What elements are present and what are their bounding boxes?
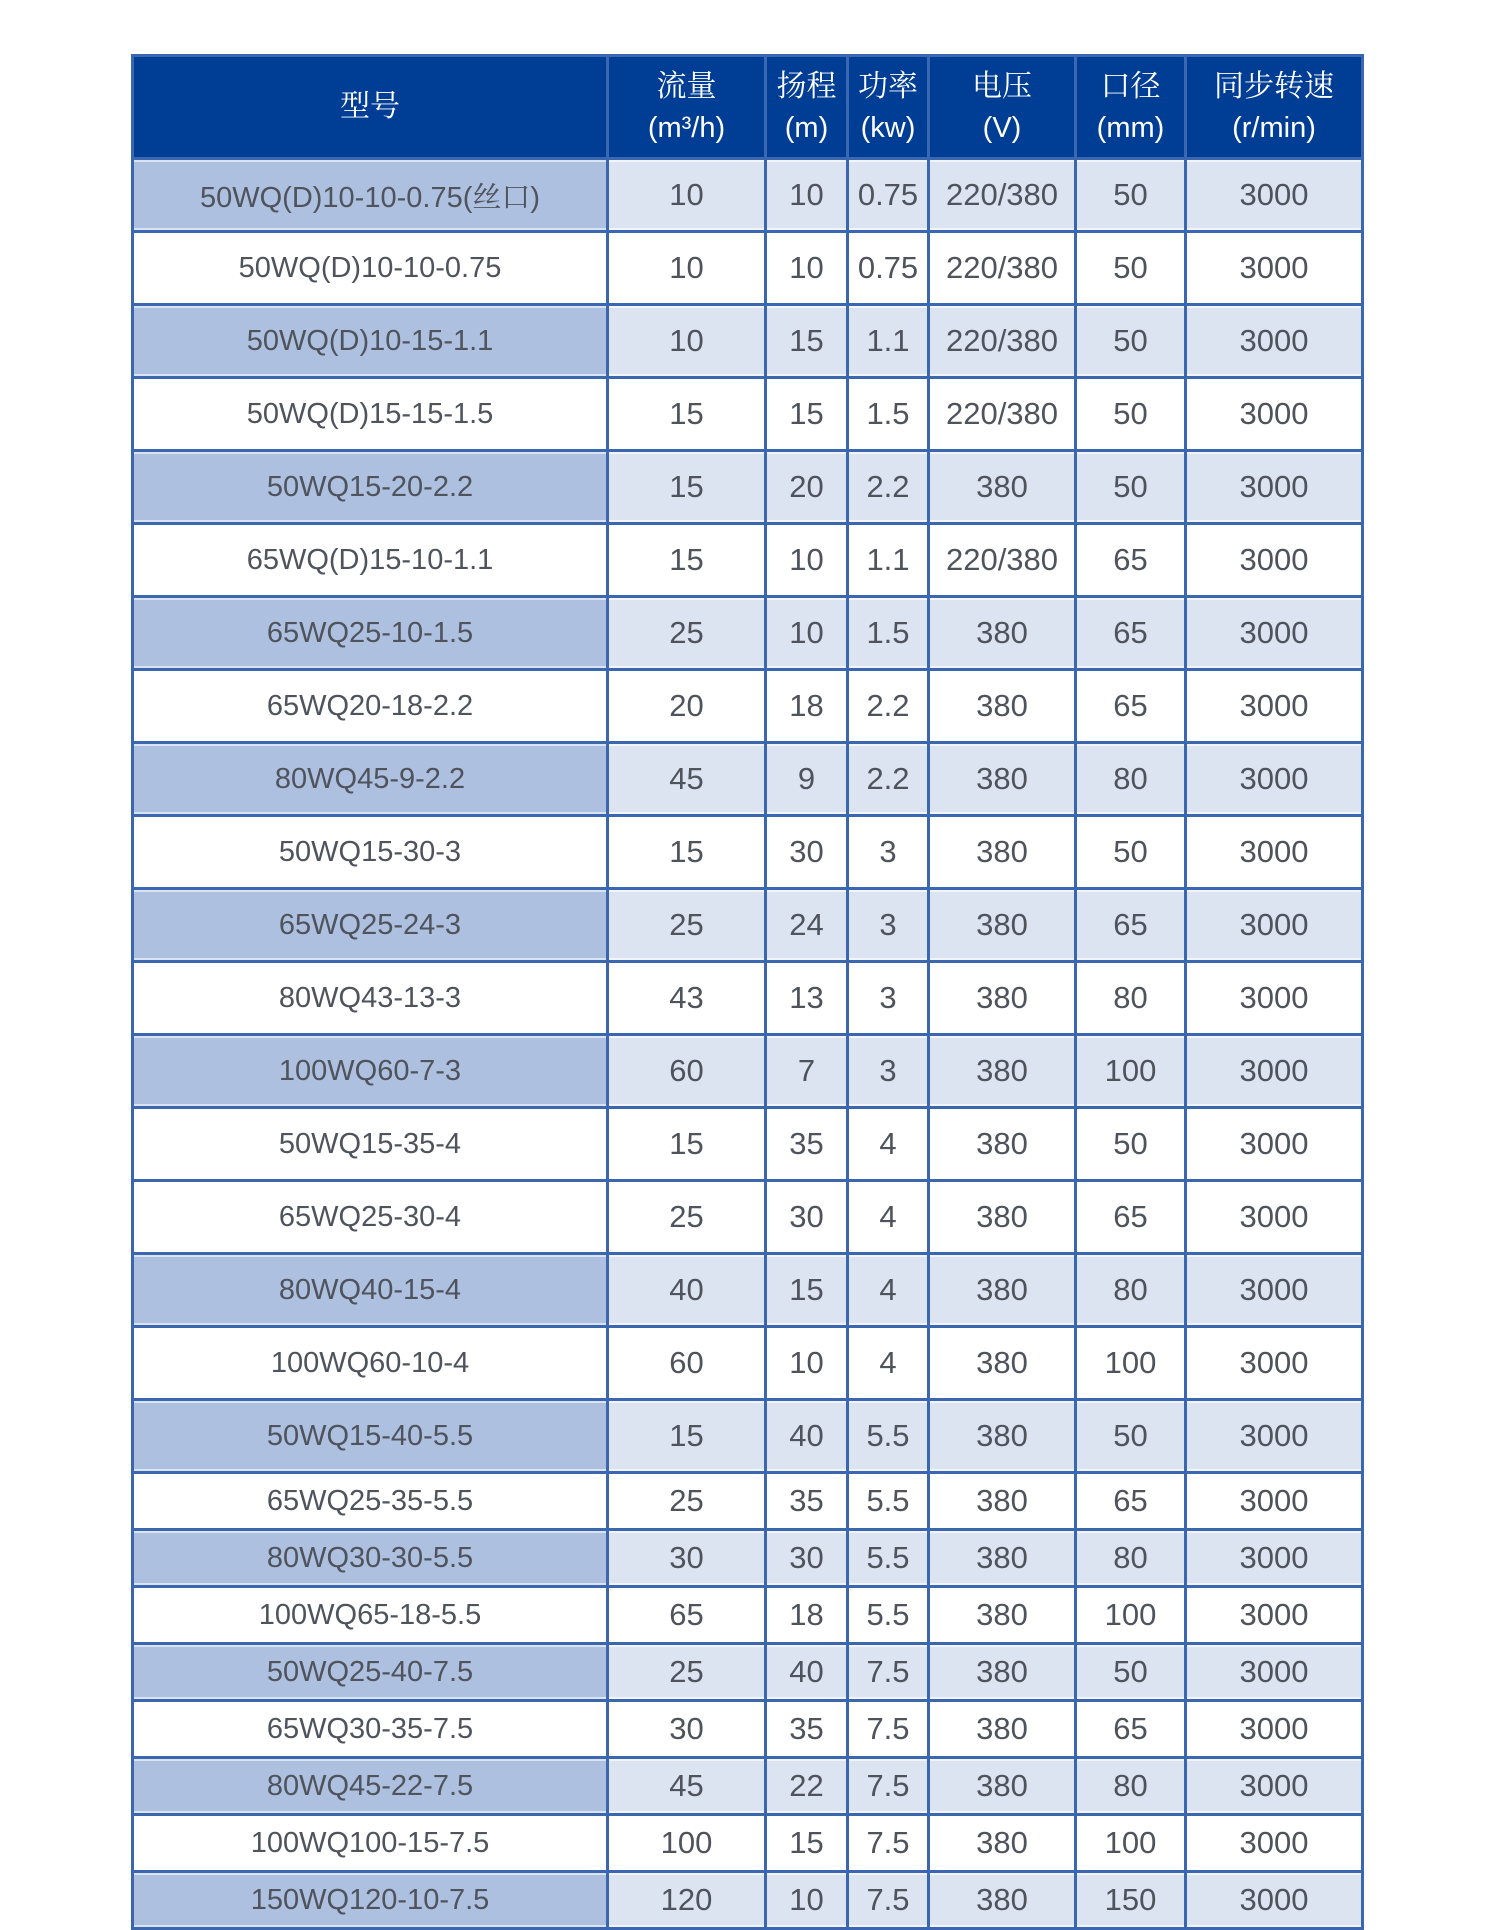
value-cell-speed: 3000 xyxy=(1186,378,1363,451)
value-cell-power: 7.5 xyxy=(848,1872,929,1929)
value-cell-bore: 50 xyxy=(1076,1108,1186,1181)
table-row xyxy=(133,378,1363,451)
value-cell-speed: 3000 xyxy=(1186,1035,1363,1108)
value-cell-bore: 80 xyxy=(1076,743,1186,816)
value-cell-bore: 50 xyxy=(1076,816,1186,889)
value-cell-flow: 30 xyxy=(608,1701,766,1758)
value-cell-power: 4 xyxy=(848,1327,929,1400)
value-cell-speed: 3000 xyxy=(1186,159,1363,232)
value-cell-flow: 45 xyxy=(608,1758,766,1815)
value-cell-voltage: 220/380 xyxy=(929,159,1076,232)
header-row xyxy=(133,56,1363,159)
value-cell-bore: 65 xyxy=(1076,670,1186,743)
value-cell-head: 15 xyxy=(766,1254,848,1327)
value-cell-head: 35 xyxy=(766,1108,848,1181)
value-cell-flow: 100 xyxy=(608,1815,766,1872)
value-cell-head: 10 xyxy=(766,597,848,670)
value-cell-bore: 50 xyxy=(1076,451,1186,524)
value-cell-flow: 15 xyxy=(608,816,766,889)
value-cell-flow: 25 xyxy=(608,1644,766,1701)
value-cell-voltage: 380 xyxy=(929,1181,1076,1254)
value-cell-flow: 45 xyxy=(608,743,766,816)
value-cell-bore: 50 xyxy=(1076,1644,1186,1701)
value-cell-flow: 65 xyxy=(608,1587,766,1644)
value-cell-speed: 3000 xyxy=(1186,597,1363,670)
model-cell: 80WQ45-22-7.5 xyxy=(133,1758,608,1815)
column-header-head xyxy=(766,56,848,159)
table-row xyxy=(133,1587,1363,1644)
value-cell-bore: 100 xyxy=(1076,1327,1186,1400)
value-cell-flow: 15 xyxy=(608,451,766,524)
model-cell: 65WQ25-30-4 xyxy=(133,1181,608,1254)
value-cell-flow: 43 xyxy=(608,962,766,1035)
pump-spec-table xyxy=(131,54,1364,1930)
table-row xyxy=(133,962,1363,1035)
value-cell-bore: 65 xyxy=(1076,1181,1186,1254)
value-cell-head: 30 xyxy=(766,816,848,889)
value-cell-bore: 80 xyxy=(1076,1530,1186,1587)
value-cell-power: 7.5 xyxy=(848,1701,929,1758)
value-cell-voltage: 380 xyxy=(929,451,1076,524)
value-cell-voltage: 220/380 xyxy=(929,305,1076,378)
value-cell-power: 0.75 xyxy=(848,232,929,305)
value-cell-speed: 3000 xyxy=(1186,524,1363,597)
value-cell-flow: 60 xyxy=(608,1327,766,1400)
value-cell-flow: 15 xyxy=(608,378,766,451)
value-cell-bore: 100 xyxy=(1076,1815,1186,1872)
value-cell-flow: 25 xyxy=(608,1473,766,1530)
value-cell-speed: 3000 xyxy=(1186,1254,1363,1327)
value-cell-bore: 80 xyxy=(1076,1254,1186,1327)
table-row xyxy=(133,1327,1363,1400)
value-cell-head: 13 xyxy=(766,962,848,1035)
value-cell-power: 0.75 xyxy=(848,159,929,232)
value-cell-head: 10 xyxy=(766,159,848,232)
value-cell-speed: 3000 xyxy=(1186,962,1363,1035)
model-cell: 65WQ25-24-3 xyxy=(133,889,608,962)
value-cell-bore: 65 xyxy=(1076,1701,1186,1758)
value-cell-power: 1.5 xyxy=(848,378,929,451)
table-row xyxy=(133,597,1363,670)
model-cell: 50WQ(D)10-10-0.75(丝口) xyxy=(133,159,608,232)
column-unit: (r/min) xyxy=(1232,111,1316,144)
value-cell-voltage: 380 xyxy=(929,1758,1076,1815)
value-cell-bore: 65 xyxy=(1076,889,1186,962)
value-cell-bore: 100 xyxy=(1076,1587,1186,1644)
table-row xyxy=(133,743,1363,816)
value-cell-bore: 50 xyxy=(1076,378,1186,451)
table-row xyxy=(133,1254,1363,1327)
value-cell-voltage: 380 xyxy=(929,816,1076,889)
value-cell-voltage: 380 xyxy=(929,670,1076,743)
value-cell-power: 5.5 xyxy=(848,1587,929,1644)
value-cell-speed: 3000 xyxy=(1186,1644,1363,1701)
value-cell-bore: 65 xyxy=(1076,597,1186,670)
value-cell-speed: 3000 xyxy=(1186,1473,1363,1530)
value-cell-power: 3 xyxy=(848,1035,929,1108)
model-cell: 65WQ30-35-7.5 xyxy=(133,1701,608,1758)
table-row xyxy=(133,1035,1363,1108)
value-cell-power: 2.2 xyxy=(848,670,929,743)
table-body xyxy=(133,159,1363,1929)
value-cell-speed: 3000 xyxy=(1186,305,1363,378)
value-cell-voltage: 380 xyxy=(929,1254,1076,1327)
table-row xyxy=(133,232,1363,305)
value-cell-head: 35 xyxy=(766,1701,848,1758)
value-cell-voltage: 380 xyxy=(929,889,1076,962)
value-cell-head: 18 xyxy=(766,670,848,743)
model-cell: 80WQ30-30-5.5 xyxy=(133,1530,608,1587)
value-cell-voltage: 380 xyxy=(929,1400,1076,1473)
value-cell-head: 10 xyxy=(766,232,848,305)
value-cell-speed: 3000 xyxy=(1186,1181,1363,1254)
value-cell-flow: 25 xyxy=(608,889,766,962)
table-row xyxy=(133,1473,1363,1530)
column-label: 功率 xyxy=(858,70,918,104)
value-cell-bore: 80 xyxy=(1076,962,1186,1035)
model-cell: 100WQ60-7-3 xyxy=(133,1035,608,1108)
value-cell-flow: 15 xyxy=(608,524,766,597)
value-cell-speed: 3000 xyxy=(1186,670,1363,743)
value-cell-voltage: 380 xyxy=(929,1035,1076,1108)
value-cell-voltage: 380 xyxy=(929,1701,1076,1758)
value-cell-head: 35 xyxy=(766,1473,848,1530)
value-cell-power: 1.1 xyxy=(848,524,929,597)
value-cell-head: 15 xyxy=(766,305,848,378)
table-row xyxy=(133,1400,1363,1473)
value-cell-power: 4 xyxy=(848,1181,929,1254)
value-cell-speed: 3000 xyxy=(1186,1872,1363,1929)
value-cell-flow: 15 xyxy=(608,1108,766,1181)
value-cell-power: 7.5 xyxy=(848,1815,929,1872)
value-cell-power: 3 xyxy=(848,889,929,962)
value-cell-voltage: 380 xyxy=(929,1644,1076,1701)
value-cell-power: 7.5 xyxy=(848,1644,929,1701)
value-cell-bore: 150 xyxy=(1076,1872,1186,1929)
model-cell: 150WQ120-10-7.5 xyxy=(133,1872,608,1929)
value-cell-bore: 50 xyxy=(1076,159,1186,232)
value-cell-head: 15 xyxy=(766,378,848,451)
column-unit: (mm) xyxy=(1096,111,1165,144)
value-cell-power: 3 xyxy=(848,962,929,1035)
table-row xyxy=(133,889,1363,962)
table-row xyxy=(133,1644,1363,1701)
model-cell: 50WQ15-30-3 xyxy=(133,816,608,889)
column-unit: (m) xyxy=(784,111,829,144)
model-cell: 100WQ100-15-7.5 xyxy=(133,1815,608,1872)
value-cell-head: 30 xyxy=(766,1530,848,1587)
table-row xyxy=(133,1758,1363,1815)
value-cell-head: 10 xyxy=(766,1327,848,1400)
column-label: 电压 xyxy=(972,70,1032,104)
model-cell: 65WQ25-10-1.5 xyxy=(133,597,608,670)
value-cell-flow: 120 xyxy=(608,1872,766,1929)
value-cell-power: 7.5 xyxy=(848,1758,929,1815)
column-unit: (kw) xyxy=(860,111,916,144)
value-cell-speed: 3000 xyxy=(1186,743,1363,816)
value-cell-speed: 3000 xyxy=(1186,1530,1363,1587)
value-cell-flow: 15 xyxy=(608,1400,766,1473)
column-header-power xyxy=(848,56,929,159)
value-cell-flow: 10 xyxy=(608,232,766,305)
value-cell-bore: 50 xyxy=(1076,232,1186,305)
column-label: 扬程 xyxy=(776,70,837,104)
value-cell-voltage: 380 xyxy=(929,1530,1076,1587)
column-unit: (V) xyxy=(982,111,1022,144)
value-cell-speed: 3000 xyxy=(1186,451,1363,524)
value-cell-flow: 25 xyxy=(608,597,766,670)
value-cell-speed: 3000 xyxy=(1186,1701,1363,1758)
value-cell-voltage: 380 xyxy=(929,962,1076,1035)
value-cell-voltage: 380 xyxy=(929,1587,1076,1644)
table-row xyxy=(133,670,1363,743)
value-cell-bore: 80 xyxy=(1076,1758,1186,1815)
value-cell-speed: 3000 xyxy=(1186,1327,1363,1400)
value-cell-head: 40 xyxy=(766,1400,848,1473)
column-unit: (m³/h) xyxy=(647,111,726,144)
table-row xyxy=(133,524,1363,597)
value-cell-power: 5.5 xyxy=(848,1473,929,1530)
value-cell-head: 22 xyxy=(766,1758,848,1815)
model-cell: 50WQ25-40-7.5 xyxy=(133,1644,608,1701)
model-cell: 50WQ15-20-2.2 xyxy=(133,451,608,524)
model-cell: 50WQ(D)10-15-1.1 xyxy=(133,305,608,378)
value-cell-voltage: 380 xyxy=(929,1815,1076,1872)
value-cell-voltage: 380 xyxy=(929,1108,1076,1181)
value-cell-head: 9 xyxy=(766,743,848,816)
value-cell-flow: 20 xyxy=(608,670,766,743)
column-header-voltage xyxy=(929,56,1076,159)
model-cell: 100WQ65-18-5.5 xyxy=(133,1587,608,1644)
column-label: 型号 xyxy=(340,90,400,124)
value-cell-head: 20 xyxy=(766,451,848,524)
value-cell-speed: 3000 xyxy=(1186,889,1363,962)
model-cell: 50WQ15-35-4 xyxy=(133,1108,608,1181)
value-cell-head: 15 xyxy=(766,1815,848,1872)
value-cell-speed: 3000 xyxy=(1186,1587,1363,1644)
model-cell: 50WQ15-40-5.5 xyxy=(133,1400,608,1473)
value-cell-speed: 3000 xyxy=(1186,1758,1363,1815)
model-cell: 50WQ(D)15-15-1.5 xyxy=(133,378,608,451)
value-cell-head: 7 xyxy=(766,1035,848,1108)
value-cell-head: 18 xyxy=(766,1587,848,1644)
value-cell-speed: 3000 xyxy=(1186,816,1363,889)
model-cell: 80WQ43-13-3 xyxy=(133,962,608,1035)
value-cell-power: 1.5 xyxy=(848,597,929,670)
value-cell-voltage: 380 xyxy=(929,1327,1076,1400)
value-cell-flow: 40 xyxy=(608,1254,766,1327)
value-cell-bore: 65 xyxy=(1076,524,1186,597)
value-cell-bore: 65 xyxy=(1076,1473,1186,1530)
table-row xyxy=(133,451,1363,524)
model-cell: 65WQ(D)15-10-1.1 xyxy=(133,524,608,597)
value-cell-voltage: 220/380 xyxy=(929,524,1076,597)
table-row xyxy=(133,305,1363,378)
value-cell-power: 5.5 xyxy=(848,1400,929,1473)
column-label: 流量 xyxy=(656,70,717,104)
value-cell-speed: 3000 xyxy=(1186,1815,1363,1872)
value-cell-flow: 10 xyxy=(608,159,766,232)
column-label: 同步转速 xyxy=(1214,70,1334,104)
value-cell-flow: 60 xyxy=(608,1035,766,1108)
value-cell-power: 5.5 xyxy=(848,1530,929,1587)
value-cell-power: 2.2 xyxy=(848,451,929,524)
value-cell-power: 2.2 xyxy=(848,743,929,816)
table-row xyxy=(133,816,1363,889)
column-label: 口径 xyxy=(1100,70,1161,104)
value-cell-power: 4 xyxy=(848,1108,929,1181)
value-cell-head: 30 xyxy=(766,1181,848,1254)
model-cell: 65WQ25-35-5.5 xyxy=(133,1473,608,1530)
table-row xyxy=(133,1181,1363,1254)
value-cell-head: 10 xyxy=(766,1872,848,1929)
value-cell-head: 40 xyxy=(766,1644,848,1701)
value-cell-voltage: 380 xyxy=(929,597,1076,670)
model-cell: 80WQ45-9-2.2 xyxy=(133,743,608,816)
model-cell: 65WQ20-18-2.2 xyxy=(133,670,608,743)
value-cell-head: 24 xyxy=(766,889,848,962)
value-cell-flow: 30 xyxy=(608,1530,766,1587)
value-cell-power: 4 xyxy=(848,1254,929,1327)
value-cell-power: 1.1 xyxy=(848,305,929,378)
value-cell-voltage: 380 xyxy=(929,743,1076,816)
value-cell-head: 10 xyxy=(766,524,848,597)
value-cell-bore: 100 xyxy=(1076,1035,1186,1108)
table-row xyxy=(133,1108,1363,1181)
value-cell-voltage: 220/380 xyxy=(929,232,1076,305)
value-cell-flow: 10 xyxy=(608,305,766,378)
value-cell-bore: 50 xyxy=(1076,1400,1186,1473)
table-row xyxy=(133,1530,1363,1587)
value-cell-voltage: 380 xyxy=(929,1872,1076,1929)
value-cell-power: 3 xyxy=(848,816,929,889)
value-cell-voltage: 380 xyxy=(929,1473,1076,1530)
column-header-model xyxy=(133,56,608,159)
value-cell-voltage: 220/380 xyxy=(929,378,1076,451)
value-cell-flow: 25 xyxy=(608,1181,766,1254)
value-cell-bore: 50 xyxy=(1076,305,1186,378)
column-header-bore xyxy=(1076,56,1186,159)
model-cell: 100WQ60-10-4 xyxy=(133,1327,608,1400)
table-row xyxy=(133,1701,1363,1758)
column-header-speed xyxy=(1186,56,1363,159)
value-cell-speed: 3000 xyxy=(1186,1400,1363,1473)
model-cell: 50WQ(D)10-10-0.75 xyxy=(133,232,608,305)
value-cell-speed: 3000 xyxy=(1186,1108,1363,1181)
column-header-flow xyxy=(608,56,766,159)
model-cell: 80WQ40-15-4 xyxy=(133,1254,608,1327)
table-row xyxy=(133,159,1363,232)
value-cell-speed: 3000 xyxy=(1186,232,1363,305)
table-row xyxy=(133,1815,1363,1872)
